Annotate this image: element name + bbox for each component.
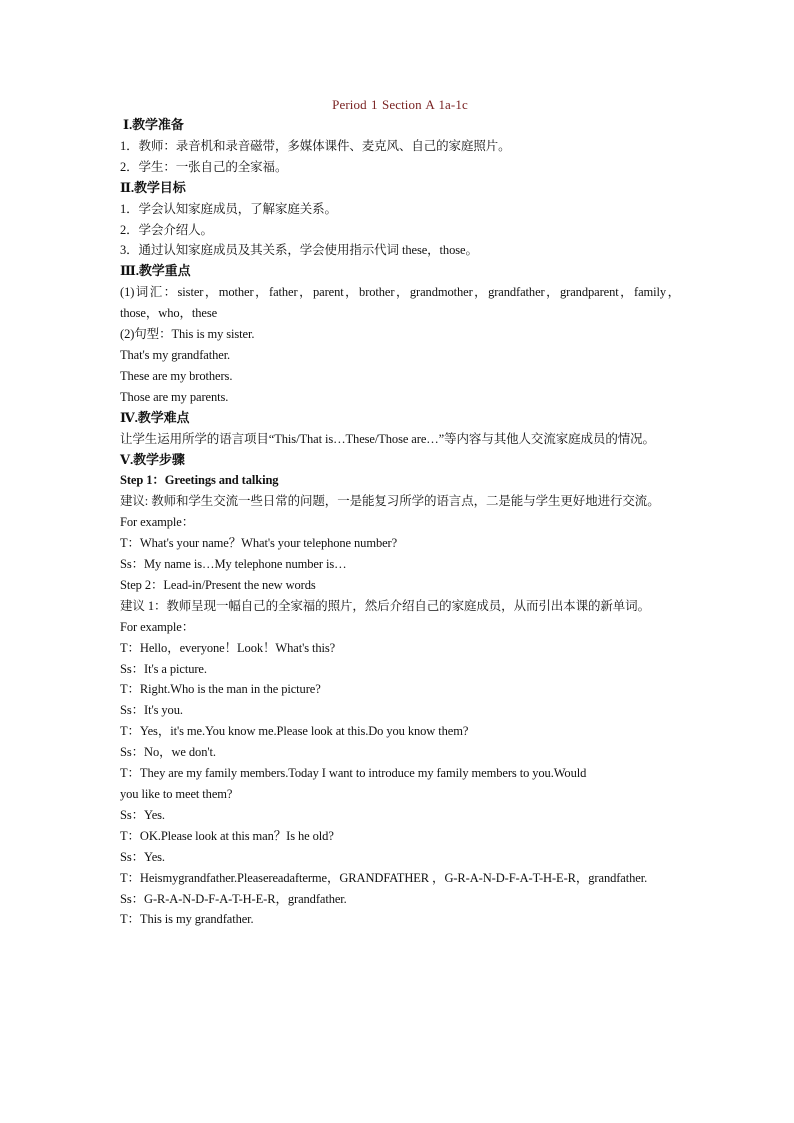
section-heading-key: Ⅲ.教学重点 (120, 263, 191, 279)
goal-item-3: 3．通过认知家庭成员及其关系，学会使用指示代词 these，those。 (120, 243, 478, 258)
goal-item-1: 1．学会认知家庭成员，了解家庭关系。 (120, 201, 337, 216)
step2-dialog-line: T：This is my grandfather. (120, 912, 254, 927)
step2-dialog-line: Ss：It's a picture. (120, 661, 207, 676)
step2-dialog-line: Ss：It's you. (120, 703, 183, 718)
section-heading-difficult: Ⅳ.教学难点 (120, 409, 190, 425)
step2-dialog-line: T：Hello，everyone！Look！What's this? (120, 640, 336, 655)
key-pattern-1: (2)句型：This is my sister. (120, 327, 255, 342)
page-title: Period 1 Section A 1a-1c (332, 97, 468, 112)
step2-dialog-line: Ss：Yes. (120, 807, 165, 822)
step2-dialog-line: T：Right.Who is the man in the picture? (120, 682, 321, 697)
document-page (120, 95, 680, 930)
difficult-text: 让学生运用所学的语言项目“This/That is…These/Those are…”等内容与其他人交流家庭成员的情况。 (120, 431, 655, 446)
key-pattern-3: These are my brothers. (120, 368, 233, 383)
step2-title: Step 2：Lead-in/Present the new words (120, 577, 316, 592)
step2-dialog-line: Ss：No，we don't. (120, 745, 216, 760)
step1-dialog-line: Ss：My name is…My telephone number is… (120, 557, 347, 572)
prep-item-2: 2．学生：一张自己的全家福。 (120, 159, 288, 174)
step1-title: Step 1：Greetings and talking (120, 473, 279, 488)
step2-dialog-line: T：OK.Please look at this man？Is he old? (120, 828, 334, 843)
step1-example-label: For example： (120, 515, 195, 530)
prep-item-1: 1．教师：录音机和录音磁带，多媒体课件、麦克风、自己的家庭照片。 (120, 138, 511, 153)
step2-dialog-line: T：Heismygrandfather.Pleasereadafterme，GRANDFATHER ，G-R-A-N-D-F-A-T-H-E-R，grandfather. (120, 870, 648, 885)
step2-suggestion: 建议 1：教师呈现一幅自己的全家福的照片，然后介绍自己的家庭成员，从而引出本课的新单词。 (120, 598, 650, 613)
key-pattern-2: That's my grandfather. (120, 347, 231, 362)
key-pattern-4: Those are my parents. (120, 389, 229, 404)
section-heading-goals: Ⅱ.教学目标 (120, 179, 186, 195)
goal-item-2: 2．学会介绍人。 (120, 222, 213, 237)
step1-suggestion: 建议: 教师和学生交流一些日常的问题，一是能复习所学的语言点，二是能与学生更好地进行交流。 (120, 494, 660, 509)
step2-dialog-line: T：They are my family members.Today I want to introduce my family members to you.Would you like to meet them? (120, 766, 587, 801)
step2-example-label: For example： (120, 619, 195, 634)
key-vocab: (1)词汇：sister，mother，father，parent，brother，grandmother，grandfather，grandparent，family，those，who，these (120, 285, 680, 321)
section-heading-steps: Ⅴ.教学步骤 (120, 451, 185, 467)
section-heading-prep: Ⅰ.教学准备 (123, 117, 184, 132)
step2-dialog-line: Ss：Yes. (120, 849, 165, 864)
step1-dialog-line: T：What's your name？What's your telephone number? (120, 536, 398, 551)
step2-dialog-line: T：Yes，it's me.You know me.Please look at this.Do you know them? (120, 724, 469, 739)
step2-dialog-line: Ss：G-R-A-N-D-F-A-T-H-E-R，grandfather. (120, 891, 347, 906)
